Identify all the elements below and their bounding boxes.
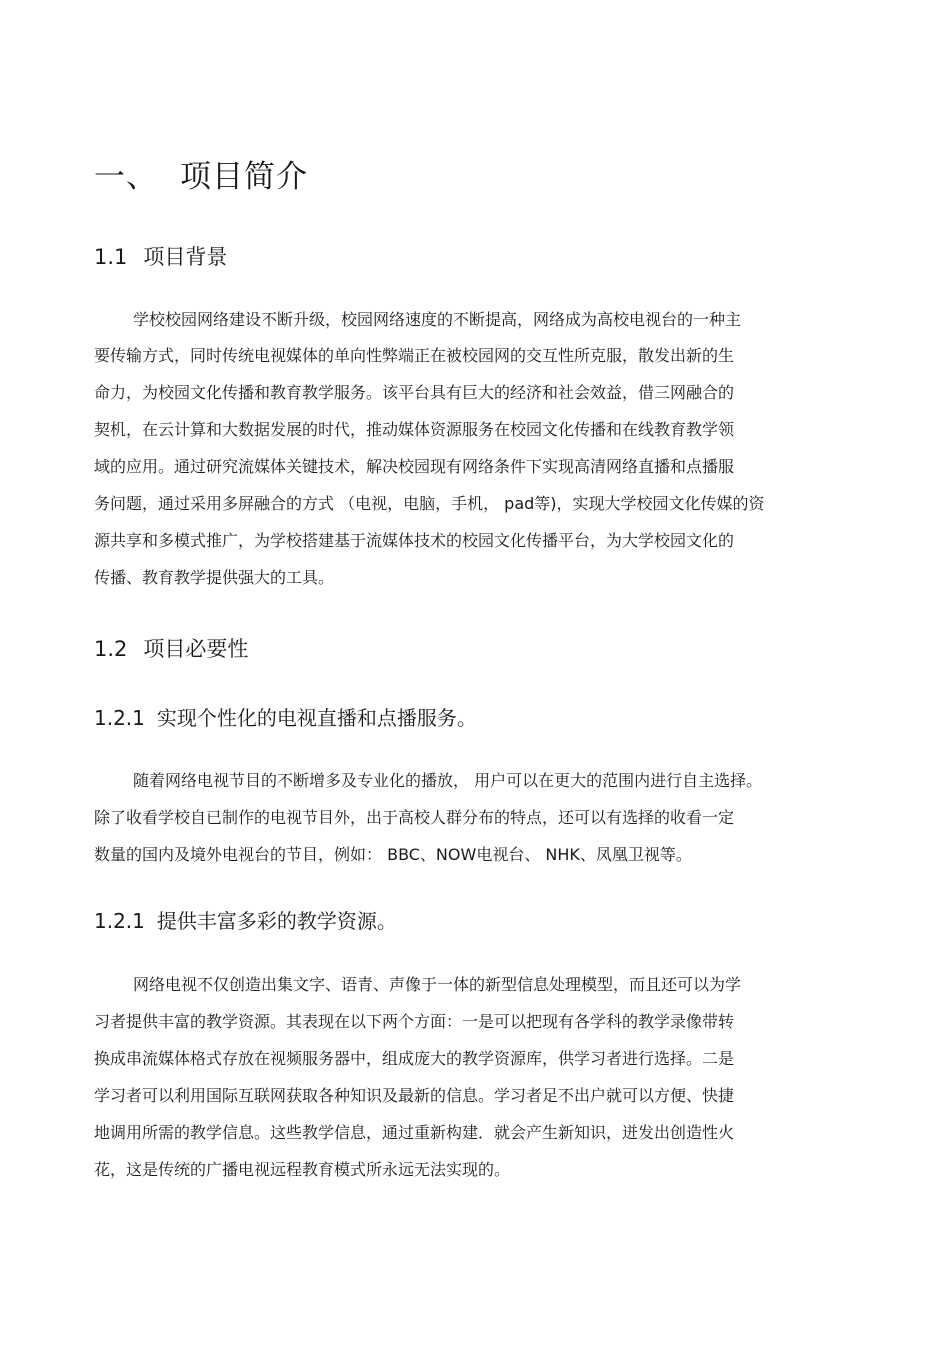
text-line: 网络电视不仅创造出集文字、语青、声像于一体的新型信息处理模型，而且还可以为学 bbox=[133, 975, 742, 994]
heading-number: 1.1 bbox=[94, 245, 128, 269]
text-line: 习者提供丰富的教学资源。其表现在以下两个方面：一是可以把现有各学科的教学录像带转 bbox=[94, 1012, 735, 1031]
text-line: 换成串流媒体格式存放在视频服务器中，组成庞大的教学资源库，供学习者进行选择。二是 bbox=[94, 1049, 735, 1068]
heading-project-background bbox=[94, 240, 227, 274]
text-line: 命力，为校园文化传播和教育教学服务。该平台具有巨大的经济和社会效益，借三网融合的 bbox=[94, 383, 735, 402]
heading-number: 1.2.1 bbox=[94, 909, 145, 933]
text-line: 数量的国内及境外电视台的节目，例如： BBC、NOW电视台、 NHK、凤凰卫视等。 bbox=[94, 845, 692, 864]
text-line: 地调用所需的教学信息。这些教学信息，通过重新构建．就会产生新知识，迸发出创造性火 bbox=[94, 1123, 735, 1142]
text-line: 域的应用。通过研究流媒体关键技术，解决校园现有网络条件下实现高清网络直播和点播服 bbox=[94, 457, 735, 476]
text-line: 源共享和多模式推广，为学校搭建基于流媒体技术的校园文化传播平台，为大学校园文化的 bbox=[94, 531, 735, 550]
heading-title: 提供丰富多彩的教学资源。 bbox=[156, 909, 397, 933]
text-line: 契机，在云计算和大数据发展的时代，推动媒体资源服务在校园文化传播和在线教育教学领 bbox=[94, 420, 735, 439]
text-line: 要传输方式，同时传统电视媒体的单向性弊端正在被校园网的交互性所克服，散发出新的生 bbox=[94, 346, 735, 365]
heading-title: 实现个性化的电视直播和点播服务。 bbox=[156, 706, 477, 730]
heading-project-necessity bbox=[94, 632, 248, 666]
text-line: 花，这是传统的广播电视远程教育模式所永远无法实现的。 bbox=[94, 1160, 511, 1179]
text-line: 学习者可以利用国际互联网获取各种知识及最新的信息。学习者足不出户就可以方便、快捷 bbox=[94, 1086, 735, 1105]
heading-teaching-resources bbox=[94, 904, 397, 938]
heading-title: 项目简介 bbox=[180, 159, 308, 195]
heading-number: 一、 bbox=[94, 159, 158, 195]
heading-title: 项目背景 bbox=[143, 245, 228, 269]
text-line: 随着网络电视节目的不断增多及专业化的播放， 用户可以在更大的范围内进行自主选择。 bbox=[133, 771, 763, 790]
heading-personalized-tv bbox=[94, 701, 477, 735]
heading-number: 1.2 bbox=[94, 637, 128, 661]
text-line: 务问题，通过采用多屏融合的方式 （电视，电脑，手机， pad等)，实现大学校园文化传媒的资 bbox=[94, 494, 765, 513]
text-line: 学校校园网络建设不断升级，校园网络速度的不断提高，网络成为高校电视台的一种主 bbox=[133, 310, 742, 329]
text-line: 传播、教育教学提供强大的工具。 bbox=[94, 568, 335, 587]
text-line: 除了收看学校自已制作的电视节目外，出于高校人群分布的特点，还可以有选择的收看一定 bbox=[94, 808, 735, 827]
heading-title: 项目必要性 bbox=[143, 637, 249, 661]
heading-project-intro bbox=[94, 152, 308, 202]
heading-number: 1.2.1 bbox=[94, 706, 145, 730]
